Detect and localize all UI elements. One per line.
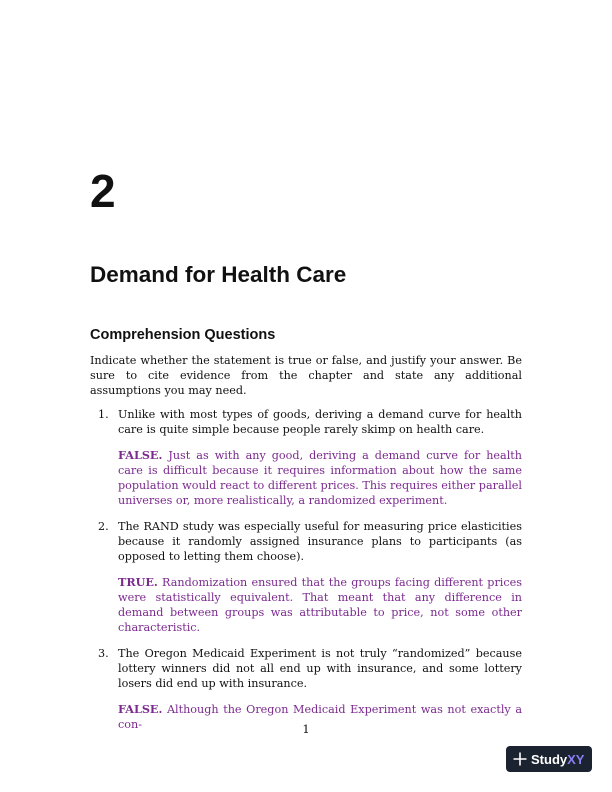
question-number: 2. <box>98 520 109 533</box>
plus-sparkle-icon <box>513 752 527 766</box>
question-item <box>90 646 522 732</box>
answer-text <box>118 448 522 508</box>
answer-verdict: FALSE. <box>118 448 163 462</box>
answer-explanation: Randomization ensured that the groups facing different prices were statistically equivalent. That meant that any difference in demand between groups was attributable to price, not some other characteristic. <box>118 576 522 634</box>
answer-explanation: Although the Oregon Medicaid Experiment was not exactly a con- <box>118 703 522 731</box>
question-item <box>90 407 522 508</box>
section-title: Comprehension Questions <box>90 327 276 343</box>
badge-brand-accent: XY <box>567 751 585 767</box>
chapter-number: 2 <box>90 165 116 217</box>
question-number: 1. <box>98 408 109 421</box>
answer-verdict: TRUE. <box>118 575 158 589</box>
badge-brand-main: Study <box>531 751 568 767</box>
question-item <box>90 519 522 635</box>
answer-text <box>118 575 522 635</box>
question-text: The RAND study was especially useful for measuring price elasticities because it randomly assigned insurance plans to participants (as opposed to letting them choose). <box>118 520 522 563</box>
question-text: The Oregon Medicaid Experiment is not truly “randomized” because lottery winners did not all end up with insurance, and some lottery losers did end up with insurance. <box>118 647 522 690</box>
question-number: 3. <box>98 647 109 660</box>
studyxy-badge[interactable] <box>506 746 592 772</box>
page-number: 1 <box>302 722 310 736</box>
section-intro: Indicate whether the statement is true or false, and justify your answer. Be sure to cite evidence from the chapter and state any additional assumptions you may need. <box>90 354 522 397</box>
question-text: Unlike with most types of goods, deriving a demand curve for health care is quite simple because people rarely skimp on health care. <box>118 408 522 436</box>
answer-verdict: FALSE. <box>118 702 163 716</box>
answer-explanation: Just as with any good, deriving a demand curve for health care is difficult because it requires information about how the same population would react to different prices. This requires either parallel universes or, more realistically, a randomized experiment. <box>118 449 522 507</box>
chapter-title: Demand for Health Care <box>90 262 347 287</box>
question-list <box>90 407 522 743</box>
